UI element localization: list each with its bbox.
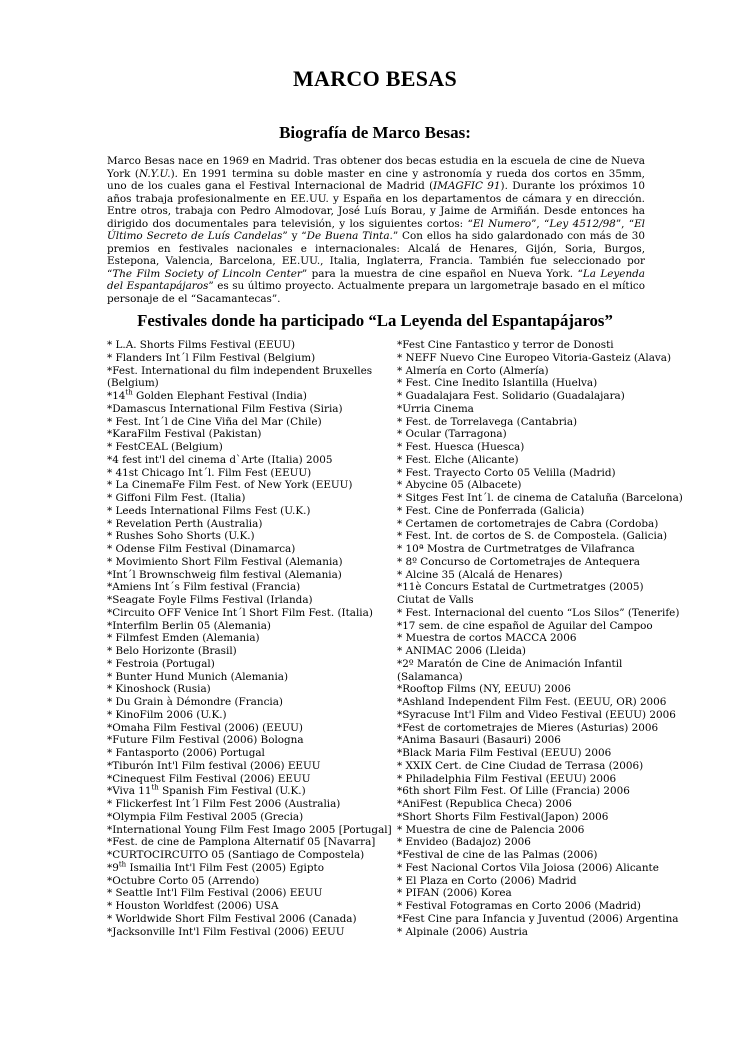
festival-list-item: * Fest. Trayecto Corto 05 Velilla (Madrid) (397, 466, 616, 479)
festival-list-item: * Belo Horizonte (Brasil) (107, 645, 237, 657)
festival-list-item: * Revelation Perth (Australia) (107, 517, 263, 530)
festival-list-item: *CURTOCIRCUITO 05 (Santiago de Compostela) (107, 849, 365, 861)
festival-list-item: *Cinequest Film Festival (2006) EEUU (107, 772, 311, 785)
festival-list-item: * Odense Film Festival (Dinamarca) (107, 543, 296, 555)
festival-list-item: * Philadelphia Film Festival (EEUU) 2006 (397, 772, 617, 785)
short-film-title: Ley 4512/98 (549, 217, 616, 230)
festival-list-item: * KinoFilm 2006 (U.K.) (107, 708, 227, 721)
festival-list-left (107, 339, 392, 938)
festival-list-item: *Fest Cine para Infancia y Juventud (2006) Argentina (397, 912, 679, 925)
festival-list-item: * Fest. Huesca (Huesca) (397, 441, 525, 453)
film-title: La Leyenda del Espantapájaros (107, 267, 645, 293)
festival-list-item: *Tiburón Int'l Film festival (2006) EEUU (107, 759, 321, 772)
festival-list-item: *14th Golden Elephant Festival (India) (107, 388, 307, 402)
festival-list-item: * Abycine 05 (Albacete) (397, 479, 522, 492)
festival-list-item: *Black Maria Film Festival (EEUU) 2006 (397, 747, 612, 759)
festival-list-item: *6th short Film Fest. Of Lille (Francia) 2006 (397, 785, 630, 798)
festival-list-item: * Leeds International Films Fest (U.K.) (107, 504, 311, 517)
festival-list-item: * Alpinale (2006) Austria (397, 925, 529, 938)
festival-list-item: * NEFF Nuevo Cine Europeo Vitoria-Gasteiz (Alava) (397, 351, 672, 364)
bio-text: ). En 1991 termina su doble master en cine y astronomía y rueda dos cortos en 35mm, uno de los cuales gana el Festival Internacional de Madrid ( (107, 167, 645, 193)
festival-list-item: *Omaha Film Festival (2006) (EEUU) (107, 721, 303, 734)
festivals-heading: Festivales donde ha participado “La Leyenda del Espantapájaros” (137, 311, 613, 330)
festival-list-item: *Seagate Foyle Films Festival (Irlanda) (107, 594, 313, 606)
festival-list-item: *Interfilm Berlin 05 (Alemania) (107, 619, 271, 632)
festival-list-item: *Urria Cinema (397, 402, 474, 415)
festival-list-item: *Syracuse Int'l Film and Video Festival (EEUU) 2006 (397, 708, 676, 721)
festival-list-item: *Int´l Brownschweig film festival (Alemania) (107, 568, 342, 581)
festival-list-item: * Houston Worldfest (2006) USA (107, 900, 279, 912)
festival-list-item: * Fest Nacional Cortos Vila Joiosa (2006) Alicante (397, 861, 659, 874)
festival-list-item: * Kinoshock (Rusia) (107, 683, 211, 696)
festival-list-item: * 10ª Mostra de Curtmetratges de Vilafranca (397, 543, 635, 555)
festival-list-item: * L.A. Shorts Films Festival (EEUU) (107, 339, 296, 351)
festival-list-item: *11è Concurs Estatal de Curtmetratges (2005) Ciutat de Valls (397, 581, 644, 606)
festival-list-item: *Jacksonville Int'l Film Festival (2006) EEUU (107, 925, 345, 938)
bio-text: ”, “ (531, 217, 550, 230)
short-film-title: De Buena Tinta (306, 230, 390, 243)
festival-list-item: * Filmfest Emden (Alemania) (107, 632, 260, 645)
festival-list-item: * Fest. Elche (Alicante) (397, 453, 519, 466)
festival-list-item: * Fest. Cine Inedito Islantilla (Huelva) (397, 377, 598, 390)
festival-list-item: * XXIX Cert. de Cine Ciudad de Terrasa (2006) (397, 759, 644, 772)
festival-list-item: * Flanders Int´l Film Festival (Belgium) (107, 351, 316, 364)
festival-list-item: * Movimiento Short Film Festival (Alemania) (107, 555, 343, 568)
festival-list-item: * Sitges Fest Int´l. de cinema de Cataluña (Barcelona) (397, 492, 683, 504)
festival-list-item: * Du Grain à Démondre (Francia) (107, 696, 283, 708)
festival-list-item: * Envideo (Badajoz) 2006 (397, 836, 531, 849)
festival-list-item: *AniFest (Republica Checa) 2006 (397, 798, 572, 810)
bio-text: ” es su último proyecto. Actualmente prepara un largometraje basado en el mítico personaje de el “Sacamantecas”. (107, 280, 645, 306)
bio-emphasis: N.Y.U. (138, 167, 171, 180)
festival-list-item: * El Plaza en Corto (2006) Madrid (397, 874, 577, 887)
festival-list-item: *4 fest int'l del cinema d`Arte (Italia) 2005 (107, 453, 333, 466)
short-film-title: El Numero (472, 217, 532, 230)
festival-list-item: *2º Maratón de Cine de Animación Infantil (Salamanca) (397, 657, 623, 683)
festival-list-item: *Fest de cortometrajes de Mieres (Asturias) 2006 (397, 721, 659, 734)
festival-list-item: * Muestra de cine de Palencia 2006 (397, 823, 585, 836)
festival-list-item: * Bunter Hund Munich (Alemania) (107, 670, 289, 683)
festival-list-item: * La CinemaFe Film Fest. of New York (EEUU) (107, 479, 353, 492)
festival-list-item: *Damascus International Film Festiva (Siria) (107, 402, 343, 415)
festival-list-item: *9th Ismailia Int'l Film Fest (2005) Egipto (107, 860, 324, 874)
festival-list-item: *Amiens Int´s Film festival (Francia) (107, 581, 301, 594)
festival-list-item: * Fest. Int. de cortos de S. de Compostela. (Galicia) (397, 530, 668, 543)
bio-text: ” para la muestra de cine español en Nueva York. “ (301, 267, 583, 280)
festival-list-item: * Certamen de cortometrajes de Cabra (Cordoba) (397, 517, 659, 530)
bio-emphasis: The Film Society of Lincoln Center (112, 267, 302, 280)
festival-list-item: *Circuito OFF Venice Int´l Short Film Fest. (Italia) (107, 606, 373, 619)
festival-list-item: * Giffoni Film Fest. (Italia) (107, 492, 246, 504)
festival-list-item: * Fantasporto (2006) Portugal (107, 747, 265, 759)
festival-list-item: * Fest. Cine de Ponferrada (Galicia) (397, 504, 585, 517)
festival-list-item: * Festroia (Portugal) (107, 657, 215, 670)
festival-list-item: * PIFAN (2006) Korea (397, 887, 512, 900)
festival-list-item: * Worldwide Short Film Festival 2006 (Canada) (107, 912, 357, 925)
bio-text: Marco Besas nace en 1969 en Madrid. Tras obtener dos becas estudia en la escuela de cine de Nueva York ( (107, 155, 645, 180)
festival-list-item: * Fest. Internacional del cuento “Los Silos” (Tenerife) (397, 606, 680, 619)
page-title: MARCO BESAS (292, 66, 458, 91)
festival-list-item: * FestCEAL (Belgium) (107, 441, 223, 453)
festival-list-item: * Festival Fotogramas en Corto 2006 (Madrid) (397, 900, 641, 912)
bio-text: ”, “ (615, 217, 635, 230)
festival-list-item: * Flickerfest Int´l Film Fest 2006 (Australia) (107, 798, 341, 810)
festival-list-item: * 41st Chicago Int´l. Film Fest (EEUU) (107, 466, 312, 479)
festival-list-item: *Fest. International du film independent Bruxelles (Belgium) (107, 364, 373, 390)
bio-text: .” Con ellos ha sido galardonado con más de 30 premios en festivales nacionales e internacionales: Alcalá de Henares, Gijón, Soria, Burgos, Estepona, Valencia, Barcelona, EE.UU., Italia, Inglaterra, Francia. También fue seleccionado por “ (107, 230, 645, 280)
festival-list-item: * Almería en Corto (Almería) (397, 364, 549, 377)
festival-list-item: * Muestra de cortos MACCA 2006 (397, 632, 577, 645)
festival-list-item: *Rooftop Films (NY, EEUU) 2006 (397, 683, 571, 696)
festival-list-item: * Ocular (Tarragona) (397, 428, 507, 441)
festival-list-item: *International Young Film Fest Imago 2005 [Portugal] (107, 823, 392, 836)
festival-list-item: *KaraFilm Festival (Pakistan) (107, 428, 262, 441)
festival-list-item: *Octubre Corto 05 (Arrendo) (107, 874, 260, 887)
festival-list-item: *Viva 11th Spanish Fim Festival (U.K.) (107, 783, 306, 798)
festival-list-item: * Rushes Soho Shorts (U.K.) (107, 530, 255, 543)
festival-list-item: *Short Shorts Film Festival(Japon) 2006 (397, 810, 609, 823)
biography-heading: Biografía de Marco Besas: (279, 123, 471, 142)
festival-list-item: *Olympia Film Festival 2005 (Grecia) (107, 810, 304, 823)
festival-list-item: *17 sem. de cine español de Aguilar del Campoo (397, 619, 653, 632)
festival-list-item: * ANIMAC 2006 (Lleida) (397, 645, 526, 657)
biography-paragraph (107, 155, 645, 306)
festival-list-item: *Ashland Independent Film Fest. (EEUU, OR) 2006 (397, 696, 667, 708)
festival-list-item: * Fest. de Torrelavega (Cantabria) (397, 415, 578, 428)
festival-list-item: *Fest Cine Fantastico y terror de Donosti (397, 339, 614, 351)
festival-list-item: * Seattle Int'l Film Festival (2006) EEUU (107, 887, 323, 900)
festival-list-item: * Alcine 35 (Alcalá de Henares) (397, 568, 563, 581)
festival-list-item: * Guadalajara Fest. Solidario (Guadalajara) (397, 390, 625, 402)
festival-list-item: * Fest. Int´l de Cine Viña del Mar (Chile) (107, 415, 322, 428)
bio-emphasis: IMAGFIC 91 (433, 180, 501, 193)
festival-list-right (397, 339, 683, 938)
festival-list-item: *Anima Basauri (Basauri) 2006 (397, 734, 561, 747)
festival-list-item: *Future Film Festival (2006) Bologna (107, 734, 304, 747)
festival-list-item: *Festival de cine de las Palmas (2006) (397, 849, 598, 861)
bio-text: ” y “ (282, 230, 307, 243)
festival-list-item: *Fest. de cine de Pamplona Alternatif 05 [Navarra] (107, 836, 376, 849)
bio-text: ). Durante los próximos 10 años trabaja profesionalmente en EE.UU. y España en los departamentos de cámara y en dirección. Entre otros, trabaja con Pedro Almodovar, José Luís Borau, y Jaime de Armiñán. Desde entonces ha dirigido dos documentales para televisión, y los siguientes cortos: “ (107, 180, 645, 230)
short-film-title: El Último Secreto de Luís Candelas (107, 217, 645, 243)
festival-list-item: * 8º Concurso de Cortometrajes de Antequera (397, 555, 640, 568)
